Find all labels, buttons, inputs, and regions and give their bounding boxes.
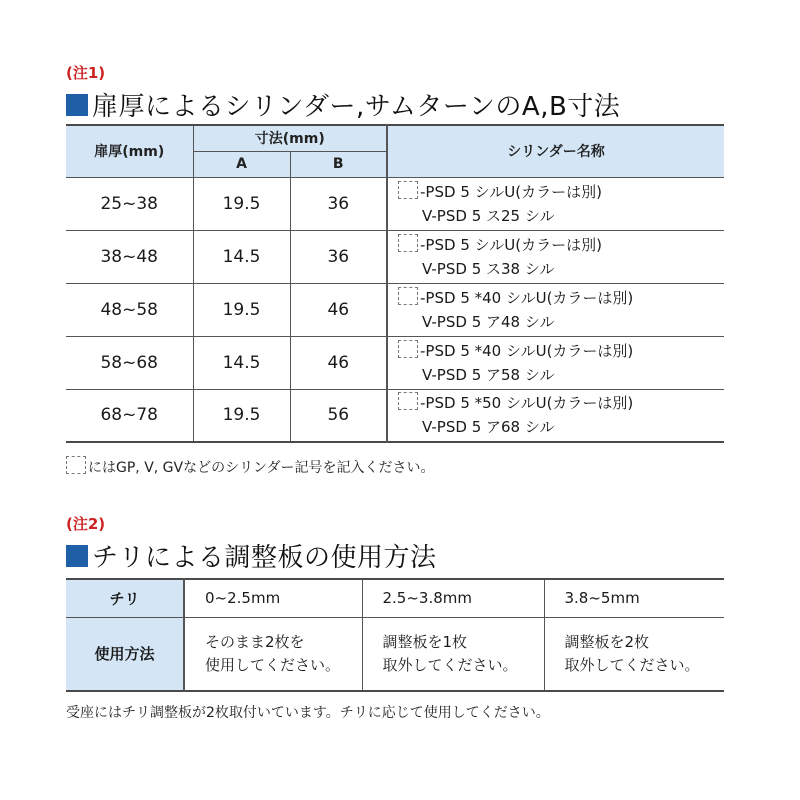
thickness-cell: 25~38	[66, 177, 193, 230]
note1-title-text: 扉厚によるシリンダー,サムターンのA,B寸法	[92, 92, 621, 122]
table-row	[66, 617, 724, 691]
usage-cell	[184, 617, 362, 691]
thickness-cell: 38~48	[66, 230, 193, 283]
header-thickness: 扉厚(mm)	[66, 125, 193, 177]
placeholder-box-icon	[398, 340, 418, 358]
a-cell: 14.5	[193, 230, 290, 283]
note2-title	[66, 537, 437, 574]
title-square-icon	[66, 545, 88, 567]
table-row	[66, 283, 724, 336]
header-dimension: 寸法(mm)	[193, 125, 387, 151]
a-cell: 19.5	[193, 283, 290, 336]
cylinder-name-cell	[387, 283, 724, 336]
a-cell: 19.5	[193, 177, 290, 230]
cylinder-name-line1: -PSD 5 *50 シルU(カラーは別)	[420, 394, 634, 413]
placeholder-box-icon	[398, 181, 418, 199]
cylinder-name-line2: V-PSD 5 ア58 シル	[422, 365, 555, 384]
adjustment-plate-table	[66, 578, 724, 692]
usage-label: 使用方法	[66, 617, 184, 691]
placeholder-box-icon	[66, 456, 86, 474]
cylinder-name-cell	[387, 230, 724, 283]
b-cell: 46	[290, 283, 387, 336]
usage-line1: 調整板を1枚	[382, 632, 468, 651]
range-cell: 2.5~3.8mm	[362, 579, 544, 617]
usage-line1: そのまま2枚を	[205, 632, 305, 651]
placeholder-box-icon	[398, 287, 418, 305]
header-b: B	[290, 151, 387, 177]
usage-line2: 取外してください。	[382, 655, 518, 674]
table-row	[66, 336, 724, 389]
cylinder-name-line2: V-PSD 5 ア48 シル	[422, 312, 555, 331]
placeholder-box-icon	[398, 234, 418, 252]
placeholder-box-icon	[398, 392, 418, 410]
thickness-cell: 48~58	[66, 283, 193, 336]
chiri-label: チリ	[66, 579, 184, 617]
note2-title-text: チリによる調整板の使用方法	[92, 543, 437, 573]
cylinder-name-line1: -PSD 5 *40 シルU(カラーは別)	[420, 288, 634, 307]
b-cell: 56	[290, 389, 387, 442]
table-row	[66, 177, 724, 230]
header-cylinder-name: シリンダー名称	[387, 125, 724, 177]
note1-footnote-text: にはGP, V, GVなどのシリンダー記号を記入ください。	[88, 460, 435, 476]
title-square-icon	[66, 94, 88, 116]
note2-footnote: 受座にはチリ調整板が2枚取付いています。チリに応じて使用してください。	[66, 705, 550, 721]
range-cell: 0~2.5mm	[184, 579, 362, 617]
range-cell: 3.8~5mm	[544, 579, 724, 617]
usage-line2: 取外してください。	[564, 655, 700, 674]
note2-tag: (注2)	[66, 515, 106, 533]
note1-title	[66, 86, 620, 123]
table-row	[66, 579, 724, 617]
a-cell: 19.5	[193, 389, 290, 442]
usage-cell	[544, 617, 724, 691]
cylinder-name-line2: V-PSD 5 ス38 シル	[422, 259, 555, 278]
usage-cell	[362, 617, 544, 691]
b-cell: 46	[290, 336, 387, 389]
usage-line1: 調整板を2枚	[564, 632, 650, 651]
cylinder-name-line2: V-PSD 5 ア68 シル	[422, 418, 555, 437]
cylinder-name-line1: -PSD 5 *40 シルU(カラーは別)	[420, 341, 634, 360]
note1-footnote	[66, 456, 435, 477]
cylinder-name-cell	[387, 336, 724, 389]
cylinder-name-cell	[387, 177, 724, 230]
cylinder-dimension-table	[66, 124, 724, 443]
cylinder-name-line1: -PSD 5 シルU(カラーは別)	[420, 182, 602, 201]
table-row	[66, 389, 724, 442]
b-cell: 36	[290, 230, 387, 283]
b-cell: 36	[290, 177, 387, 230]
cylinder-name-line2: V-PSD 5 ス25 シル	[422, 206, 555, 225]
usage-line2: 使用してください。	[205, 655, 341, 674]
table-row	[66, 230, 724, 283]
thickness-cell: 68~78	[66, 389, 193, 442]
a-cell: 14.5	[193, 336, 290, 389]
note1-tag: (注1)	[66, 64, 106, 82]
header-a: A	[193, 151, 290, 177]
cylinder-name-line1: -PSD 5 シルU(カラーは別)	[420, 235, 602, 254]
cylinder-name-cell	[387, 389, 724, 442]
thickness-cell: 58~68	[66, 336, 193, 389]
